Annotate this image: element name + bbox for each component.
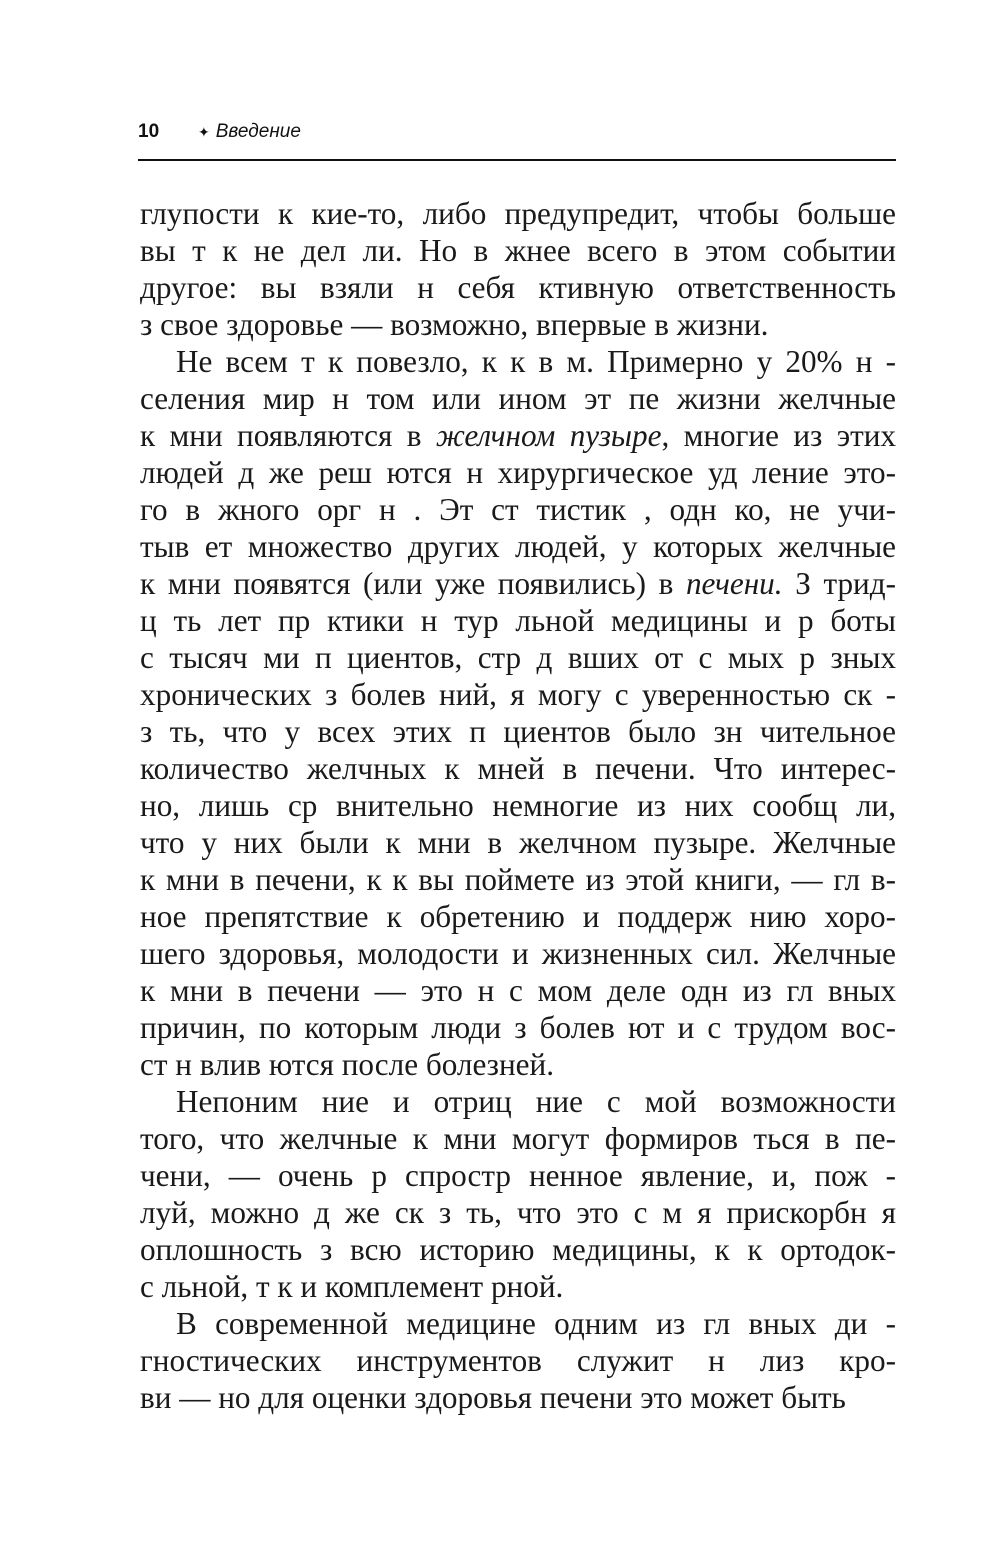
- text-line: Не всем т к повезло, к к в м. Примерно у 20% н -: [176, 344, 896, 379]
- paragraph: [140, 1305, 896, 1416]
- text-line: с тысяч ми п циентов, стр д вших от с мых р зных: [140, 640, 896, 675]
- text-line: В современной медицине одним из гл вных ди -: [176, 1306, 896, 1341]
- text-line: Непоним ние и отриц ние с мой возможности: [176, 1084, 896, 1119]
- text-line: к мни в печени — это н с мом деле одн из гл вных: [140, 973, 896, 1008]
- text-line: чени, — очень р спростр ненное явление, и, пож -: [140, 1158, 896, 1193]
- text-line: ное препятствие к обретению и поддерж нию хоро-: [140, 899, 896, 934]
- text-line: луй, можно д же ск з ть, что это с м я прискорбн я: [140, 1195, 896, 1230]
- text-line: ст н влив ются после болезней.: [140, 1047, 555, 1082]
- paragraph: [140, 1083, 896, 1305]
- text-line: тыв ет множество других людей, у которых желчные: [140, 529, 896, 564]
- paragraph: [140, 195, 896, 343]
- page-number: 10: [138, 121, 160, 142]
- text-line: вы т к не дел ли. Но в жнее всего в этом событии: [140, 233, 896, 268]
- text-line: з свое здоровье — возможно, впервые в жизни.: [140, 307, 769, 342]
- body-text: [140, 195, 896, 1416]
- text-line: гностических инструментов служит н лиз кро-: [140, 1343, 896, 1378]
- text-line: к мни в печени, к к вы поймете из этой книги, — гл в-: [140, 862, 896, 897]
- text-line: селения мир н том или ином эт пе жизни желчные: [140, 381, 896, 416]
- text-line: го в жного орг н . Эт ст тистик , одн ко, не учи-: [140, 492, 896, 527]
- text-line: з ть, что у всех этих п циентов было зн чительное: [140, 714, 896, 749]
- text-line: людей д же реш ются н хирургическое уд ление это-: [140, 455, 896, 490]
- text-line: того, что желчные к мни могут формиров ться в пе-: [140, 1121, 896, 1156]
- text-line: ц ть лет пр ктики н тур льной медицины и р боты: [140, 603, 896, 638]
- section-title: Введение: [215, 121, 301, 142]
- text-line: шего здоровья, молодости и жизненных сил. Желчные: [140, 936, 896, 971]
- text-line: другое: вы взяли н себя ктивную ответственность: [140, 270, 896, 305]
- text-line: ви — но для оценки здоровья печени это может быть: [140, 1380, 846, 1415]
- text-line: хронических з болев ний, я могу с уверенностью ск -: [140, 677, 896, 712]
- star-icon: ✦: [198, 123, 210, 140]
- text-line: глупости к кие-то, либо предупредит, чтобы больше: [140, 196, 896, 231]
- header-rule: [138, 159, 896, 161]
- text-line: причин, по которым люди з болев ют и с трудом вос-: [140, 1010, 896, 1045]
- running-head: [138, 118, 896, 146]
- text-line: но, лишь ср внительно немногие из них сообщ ли,: [140, 788, 896, 823]
- text-line: что у них были к мни в желчном пузыре. Желчные: [140, 825, 896, 860]
- text-line: количество желчных к мней в печени. Что интерес-: [140, 751, 896, 786]
- text-line: к мни появляются в желчном пузыре, многие из этих: [140, 418, 897, 453]
- text-line: оплошность з всю историю медицины, к к ортодок-: [140, 1232, 896, 1267]
- text-line: к мни появятся (или уже появились) в печени. З трид-: [140, 566, 896, 601]
- text-line: с льной, т к и комплемент рной.: [140, 1269, 564, 1304]
- paragraph: [140, 343, 896, 1083]
